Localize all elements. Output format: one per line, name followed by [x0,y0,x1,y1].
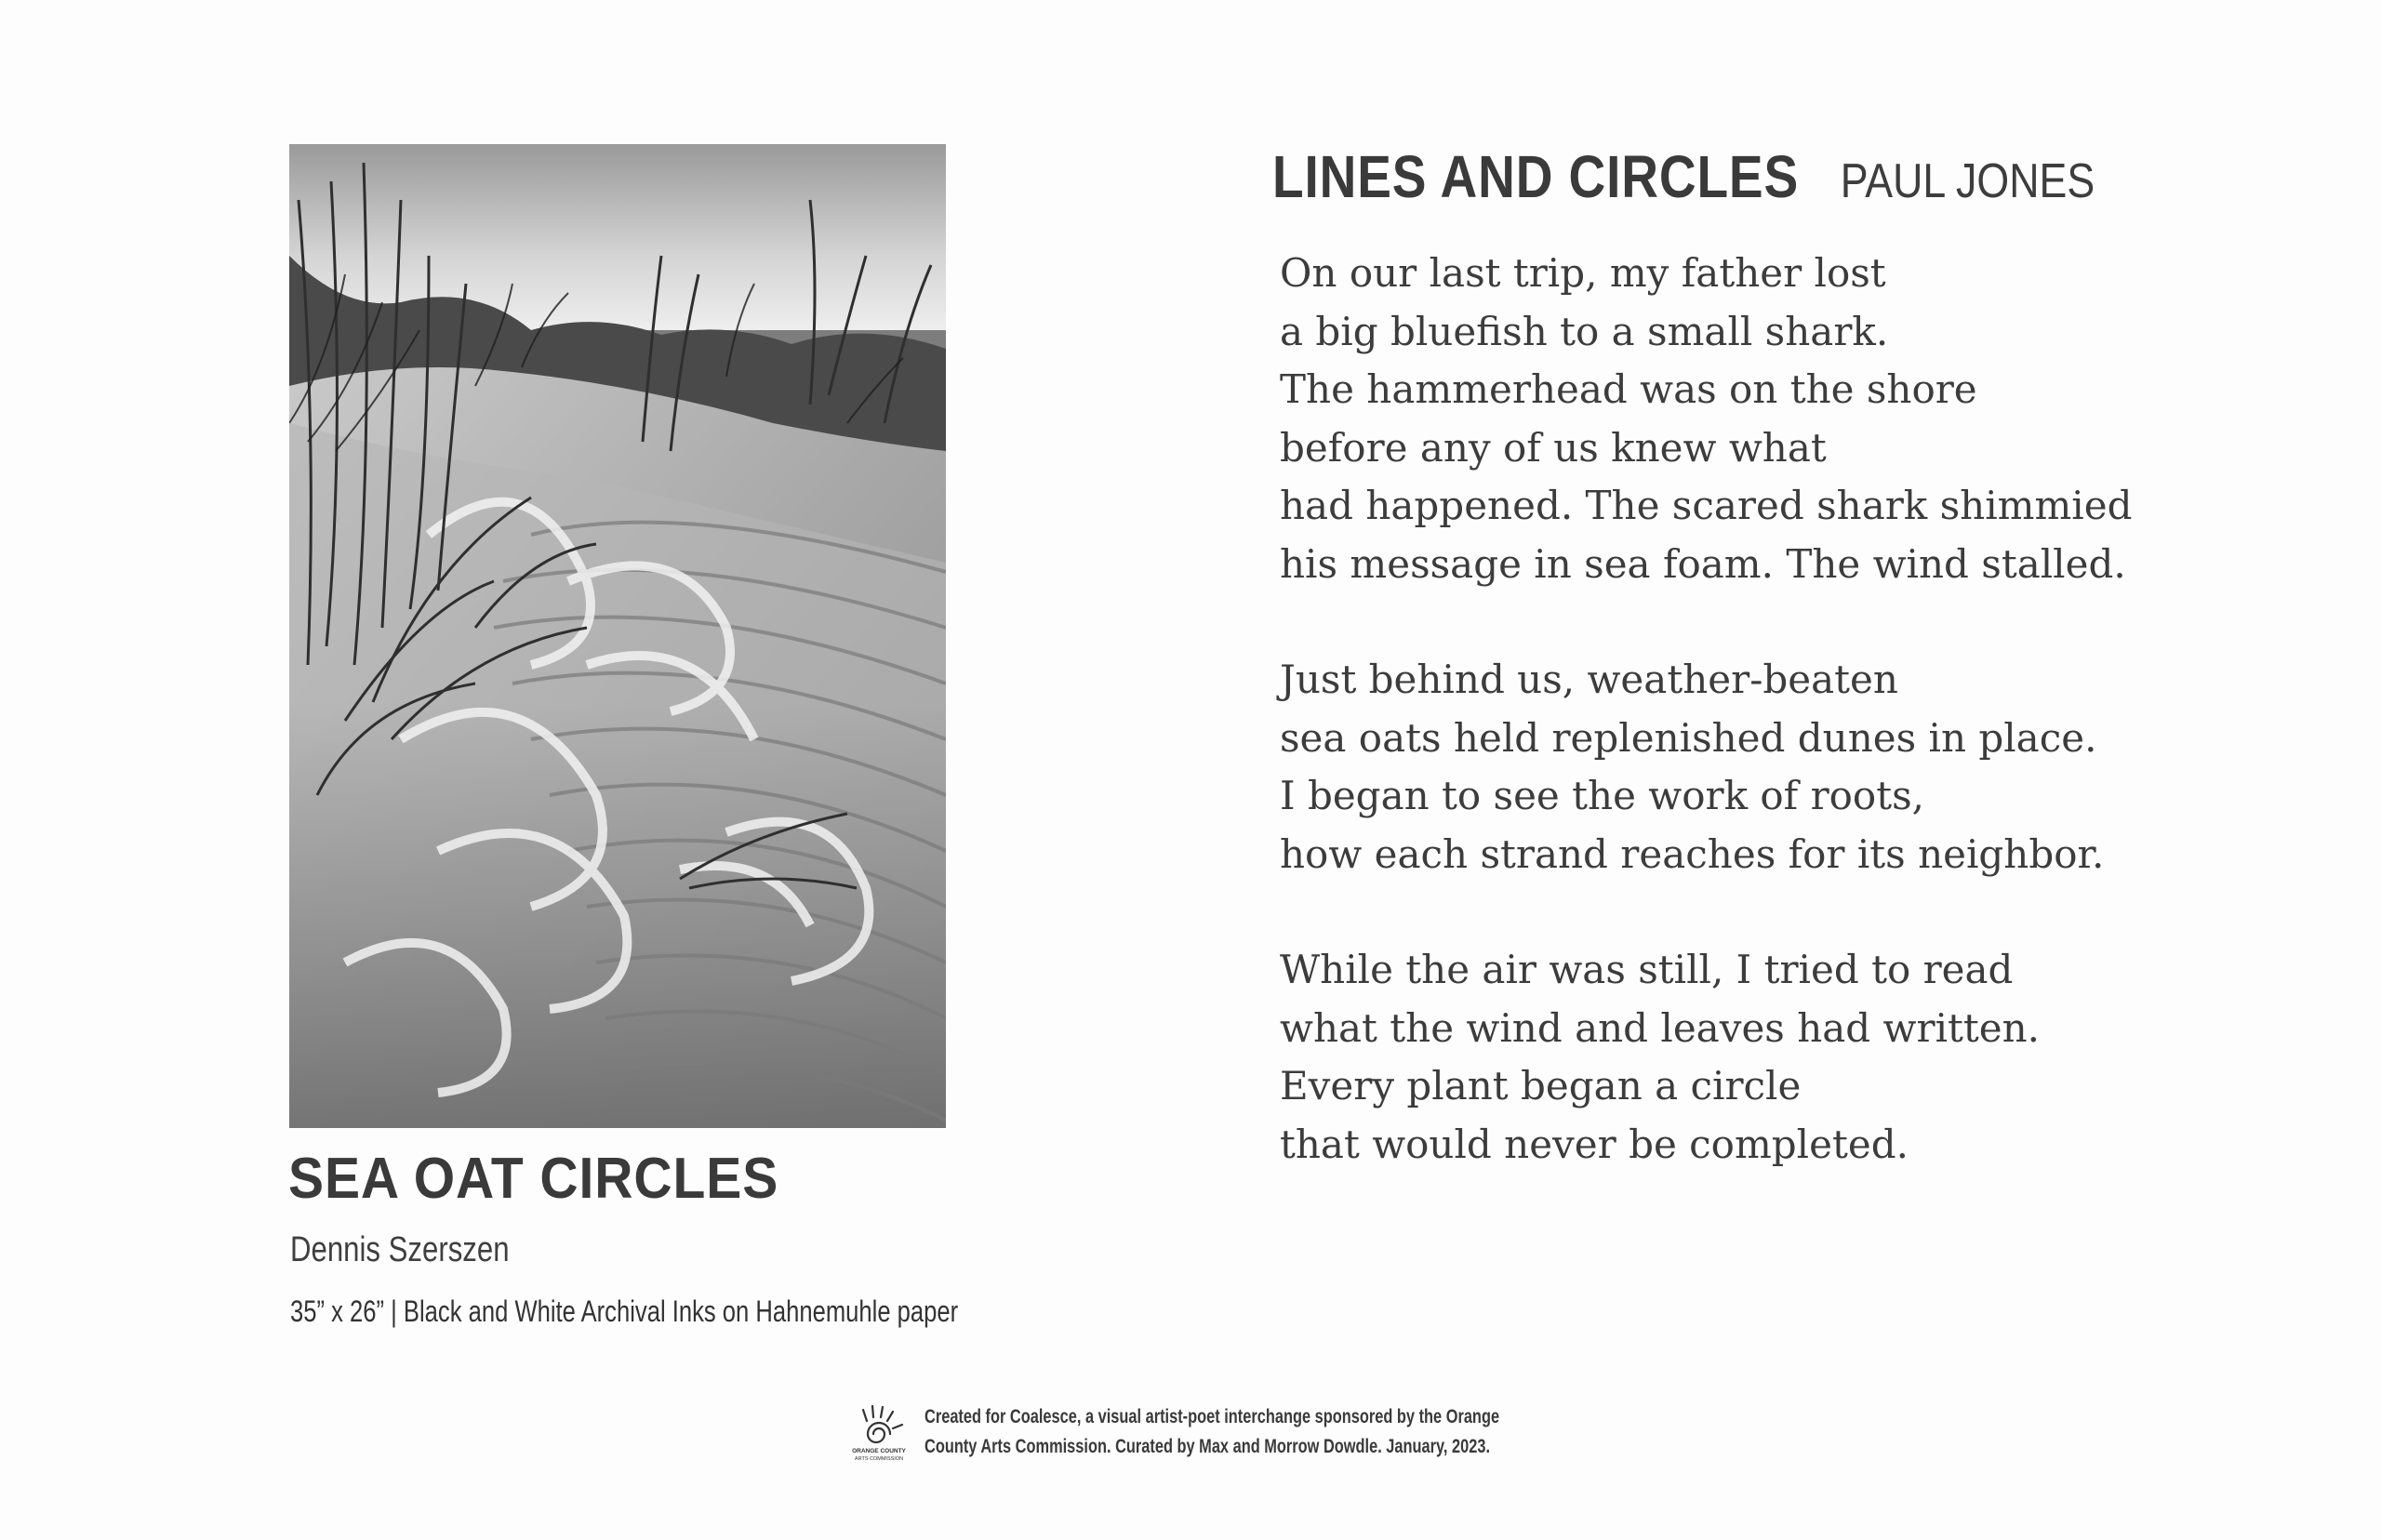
poem-stanza-3 [1280,941,2132,1174]
poem-line: before any of us knew what [1280,424,1827,471]
artwork-details: 35” x 26” | Black and White Archival Inks on Hahnemuhle paper [290,1294,959,1328]
poem-line: On our last trip, my father lost [1280,250,1886,296]
poem-stanza-2 [1280,651,2132,883]
poem-line: a big bluefish to a small shark. [1280,308,1889,354]
poem-stanza-1 [1280,245,2132,593]
sea-oat-photograph [289,144,946,1128]
poem-line: had happened. The scared shark shimmied [1280,483,2133,528]
artwork-artist: Dennis Szerszen [290,1230,510,1269]
credits-line-2: County Arts Commission. Curated by Max and Morrow Dowdle. January, 2023. [924,1436,1491,1457]
poem-line: that would never be completed. [1280,1121,1909,1167]
poem-line: I began to see the work of roots, [1280,773,1924,818]
logo-label-top: ORANGE COUNTY [852,1448,906,1454]
poem-line: how each strand reaches for its neighbor. [1280,830,2105,877]
credits-line-1: Created for Coalesce, a visual artist-poet interchange sponsored by the Orange [924,1406,1500,1427]
sea-oat-photograph-image [289,144,946,1128]
poem-line: sea oats held replenished dunes in place. [1280,714,2097,761]
artwork-title: SEA OAT CIRCLES [288,1147,779,1211]
poem-line: what the wind and leaves had written. [1280,1004,2041,1051]
poem-line: Every plant began a circle [1280,1063,1802,1109]
poem-author: PAUL JONES [1840,154,2095,208]
logo-label-bottom: ARTS COMMISSION [854,1456,904,1462]
poem-body [1280,245,2132,1174]
poem-line: The hammerhead was on the shore [1280,366,1977,412]
poem-line: his message in sea foam. The wind stalled. [1280,540,2126,587]
poem-header [1272,141,2095,217]
credits-text [924,1402,1577,1462]
poem-title: LINES AND CIRCLES [1272,143,1800,210]
arts-commission-logo-icon [846,1402,911,1462]
poem-line: While the air was still, I tried to read [1280,947,2014,992]
credits-footer [846,1402,1762,1462]
poem-line: Just behind us, weather-beaten [1280,657,1898,702]
